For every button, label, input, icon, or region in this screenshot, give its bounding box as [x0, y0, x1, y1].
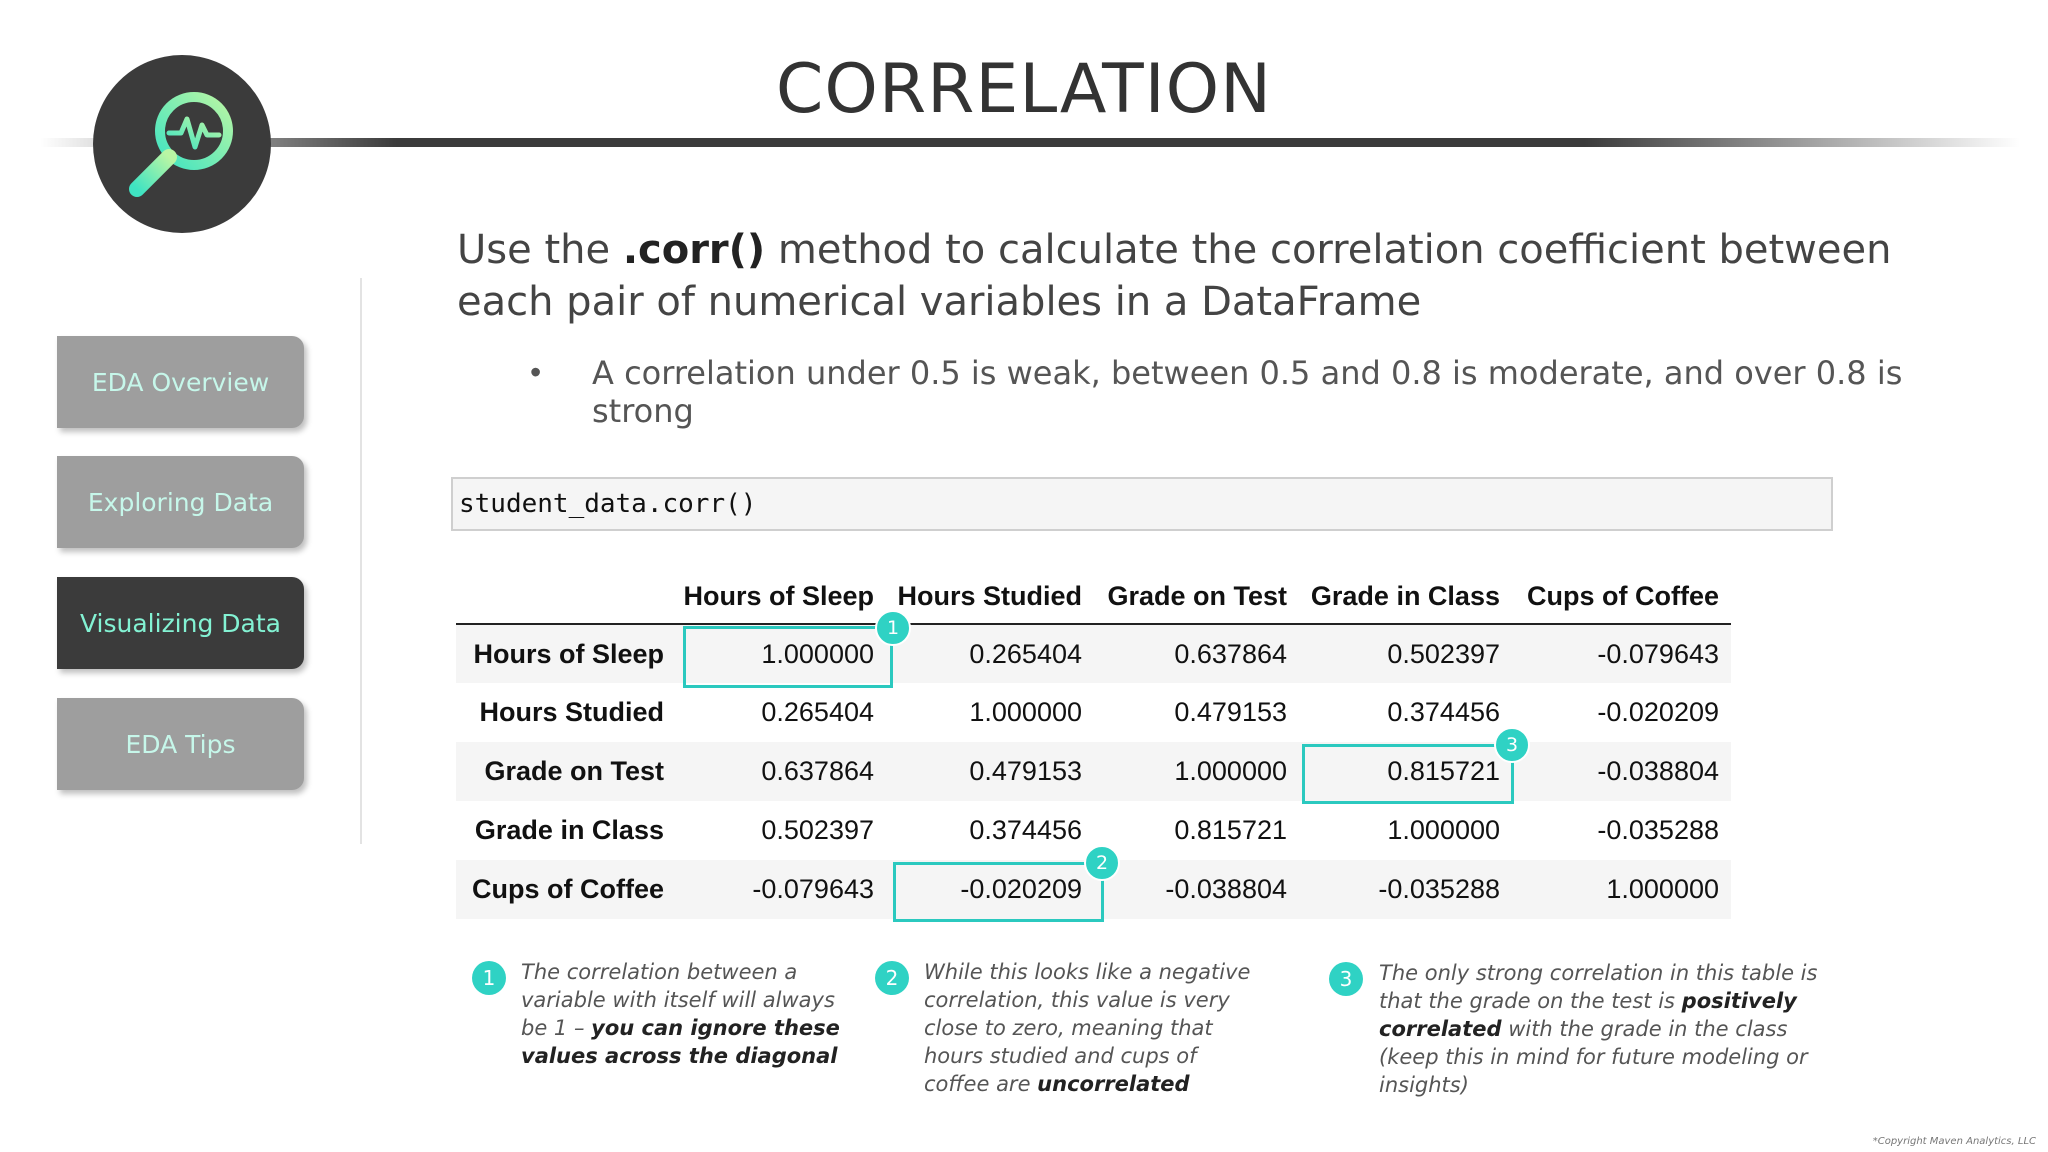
sidebar-divider	[360, 278, 362, 844]
table-header-row	[456, 570, 1731, 624]
table-cell: 0.265404	[761, 697, 874, 727]
table-cell: -0.079643	[752, 874, 874, 904]
intro-text	[457, 224, 1977, 328]
table-cell: -0.035288	[1597, 815, 1719, 845]
nav-item-exploring-data[interactable]: Exploring Data	[57, 456, 304, 548]
highlight-box-2	[893, 862, 1104, 922]
nav-item-eda-overview[interactable]: EDA Overview	[57, 336, 304, 428]
table-cell: 0.637864	[761, 756, 874, 786]
badge-3: 3	[1494, 727, 1530, 763]
intro-method: .corr()	[622, 227, 766, 273]
table-row	[456, 624, 1731, 683]
col-header: Grade in Class	[1310, 581, 1500, 611]
note-badge-2: 2	[875, 961, 909, 995]
table-cell: 0.374456	[1387, 697, 1500, 727]
highlight-box-1	[683, 626, 893, 688]
note-1-text: The correlation between a variable with itself will always be 1 –	[521, 960, 835, 1040]
note-badge-1: 1	[472, 961, 506, 995]
note-3	[1379, 959, 1819, 1099]
note-2	[924, 958, 1254, 1098]
table-cell: 0.374456	[969, 815, 1082, 845]
note-1	[521, 958, 851, 1070]
table-cell: 0.502397	[1387, 638, 1500, 669]
page-title: CORRELATION	[775, 50, 1273, 129]
note-3-bold: positively correlated	[1379, 989, 1797, 1041]
code-cell: student_data.corr()	[451, 477, 1833, 531]
nav-item-eda-tips[interactable]: EDA Tips	[57, 698, 304, 790]
table-cell: -0.079643	[1597, 638, 1719, 669]
table-cell: -0.020209	[960, 874, 1082, 904]
bullet-dot: •	[530, 354, 542, 390]
table-cell: -0.020209	[1597, 697, 1719, 727]
table-row	[456, 742, 1731, 801]
table-cell: -0.035288	[1378, 874, 1500, 904]
row-header: Hours Studied	[479, 697, 664, 727]
col-header: Hours Studied	[897, 581, 1082, 611]
table-cell: 0.637864	[1174, 638, 1287, 669]
bullet-text: A correlation under 0.5 is weak, between 0.5 and 0.8 is moderate, and over 0.8 is strong	[592, 354, 1903, 430]
note-3-text: The only strong correlation in this table is that the grade on the test is	[1379, 961, 1818, 1013]
note-2-bold: uncorrelated	[1037, 1072, 1190, 1096]
table-row	[456, 683, 1731, 742]
table-cell: 1.000000	[1387, 815, 1500, 845]
table-cell: 0.479153	[1174, 697, 1287, 727]
note-badge-3: 3	[1329, 962, 1363, 996]
row-header: Hours of Sleep	[473, 638, 664, 669]
logo	[93, 55, 271, 233]
col-header: Hours of Sleep	[683, 581, 874, 611]
note-1-bold: you can ignore these values across the diagonal	[521, 1016, 840, 1068]
note-2-text: While this looks like a negative correlation, this value is very close to zero, meaning that hours studied and cups of coffee are	[924, 960, 1251, 1096]
copyright-text: *Copyright Maven Analytics, LLC	[1872, 1136, 2036, 1147]
magnifier-pulse-icon	[93, 55, 271, 233]
table-cell: 1.000000	[1174, 756, 1287, 786]
table-cell: -0.038804	[1165, 874, 1287, 904]
table-cell: 0.815721	[1387, 756, 1500, 786]
nav-item-visualizing-data[interactable]: Visualizing Data	[57, 577, 304, 669]
table-cell: -0.038804	[1597, 756, 1719, 786]
col-header: Cups of Coffee	[1527, 581, 1719, 611]
table-cell: 0.502397	[761, 815, 874, 845]
badge-1: 1	[875, 610, 911, 646]
note-3-text-2: with the grade in the class (keep this in mind for future modeling or insights)	[1379, 1017, 1808, 1097]
table-cell: 1.000000	[1606, 874, 1719, 904]
title-rule	[40, 138, 2020, 147]
intro-after: method to calculate the correlation coefficient between each pair of numerical variables in a DataFrame	[457, 227, 1892, 325]
table-cell: 1.000000	[761, 638, 874, 669]
badge-2: 2	[1084, 845, 1120, 881]
table-cell: 0.265404	[969, 638, 1082, 669]
highlight-box-3	[1302, 744, 1514, 804]
table-cell: 0.479153	[969, 756, 1082, 786]
row-header: Grade on Test	[484, 756, 664, 786]
row-header: Cups of Coffee	[472, 874, 664, 904]
col-header: Grade on Test	[1107, 581, 1287, 611]
corner-cell	[456, 570, 676, 624]
table-cell: 0.815721	[1174, 815, 1287, 845]
row-header: Grade in Class	[474, 815, 664, 845]
intro-before: Use the	[457, 227, 623, 273]
table-cell: 1.000000	[969, 697, 1082, 727]
